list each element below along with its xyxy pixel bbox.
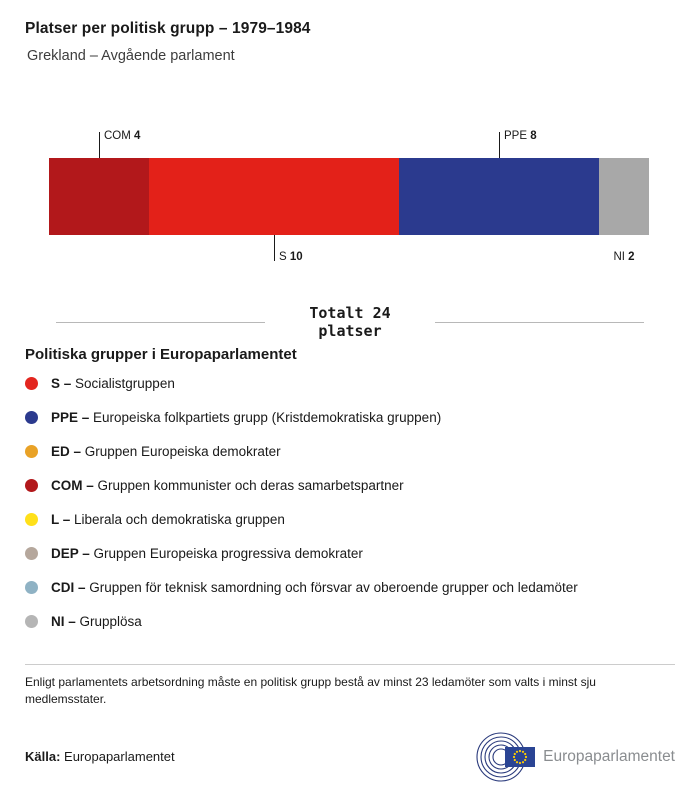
legend — [0, 346, 700, 638]
page-title: Platser per politisk grupp – 1979–1984 — [25, 20, 311, 37]
legend-label-l: L – Liberala och demokratiska gruppen — [51, 511, 285, 527]
legend-dot-ed — [25, 445, 38, 458]
page-subtitle: Grekland – Avgående parlament — [27, 48, 235, 64]
total-caption-row — [56, 304, 644, 340]
total-divider-right — [435, 322, 644, 323]
legend-list — [25, 366, 675, 638]
bar-label-ppe: PPE 8 — [499, 132, 500, 158]
source-value: Europaparlamentet — [64, 749, 175, 765]
bar-segment-ppe — [399, 158, 599, 235]
legend-dot-s — [25, 377, 38, 390]
bar-segment-s — [149, 158, 399, 235]
legend-label-com: COM – Gruppen kommunister och deras samarbetspartner — [51, 477, 404, 493]
legend-item-ppe — [25, 400, 675, 434]
legend-label-ppe: PPE – Europeiska folkpartiets grupp (Kristdemokratiska gruppen) — [51, 409, 442, 425]
europarl-logo — [471, 730, 675, 784]
source-label: Källa: — [25, 749, 61, 765]
header — [0, 0, 700, 64]
total-caption — [265, 304, 434, 340]
legend-dot-cdi — [25, 581, 38, 594]
bar-label-s: S 10 — [274, 235, 275, 261]
legend-dot-dep — [25, 547, 38, 560]
total-caption-line1: Totalt 24 — [309, 304, 391, 322]
legend-item-s — [25, 366, 675, 400]
footnote-divider — [25, 664, 675, 665]
legend-label-cdi: CDI – Gruppen för teknisk samordning och försvar av oberoende grupper och ledamöter — [51, 579, 578, 595]
bar-segment-ni — [599, 158, 649, 235]
legend-label-ed: ED – Gruppen Europeiska demokrater — [51, 443, 281, 459]
legend-heading: Politiska grupper i Europaparlamentet — [25, 346, 297, 363]
legend-item-dep — [25, 536, 675, 570]
legend-label-s: S – Socialistgruppen — [51, 375, 175, 391]
legend-dot-ppe — [25, 411, 38, 424]
total-caption-line2: platser — [318, 322, 382, 340]
legend-dot-com — [25, 479, 38, 492]
bar-label-com: COM 4 — [99, 132, 100, 158]
footer — [25, 730, 675, 784]
legend-item-cdi — [25, 570, 675, 604]
total-divider-left — [56, 322, 265, 323]
source-line — [25, 749, 175, 764]
europarl-logo-text: Europaparlamentet — [543, 747, 675, 765]
chart-area: COM 4 S 10 PPE 8 NI 2 — [49, 128, 649, 264]
legend-label-dep: DEP – Gruppen Europeiska progressiva demokrater — [51, 545, 363, 561]
legend-item-l — [25, 502, 675, 536]
legend-dot-ni — [25, 615, 38, 628]
bar-segment-com — [49, 158, 149, 235]
legend-label-ni: NI – Grupplösa — [51, 613, 142, 629]
europarl-logo-icon — [471, 730, 537, 784]
legend-item-ed — [25, 434, 675, 468]
legend-item-com — [25, 468, 675, 502]
chart-wrap — [49, 128, 649, 264]
legend-item-ni — [25, 604, 675, 638]
stacked-bar — [49, 158, 649, 235]
footnote: Enligt parlamentets arbetsordning måste en politisk grupp bestå av minst 23 ledamöter som valts i minst sju medlemsstater. — [25, 675, 596, 706]
legend-dot-l — [25, 513, 38, 526]
